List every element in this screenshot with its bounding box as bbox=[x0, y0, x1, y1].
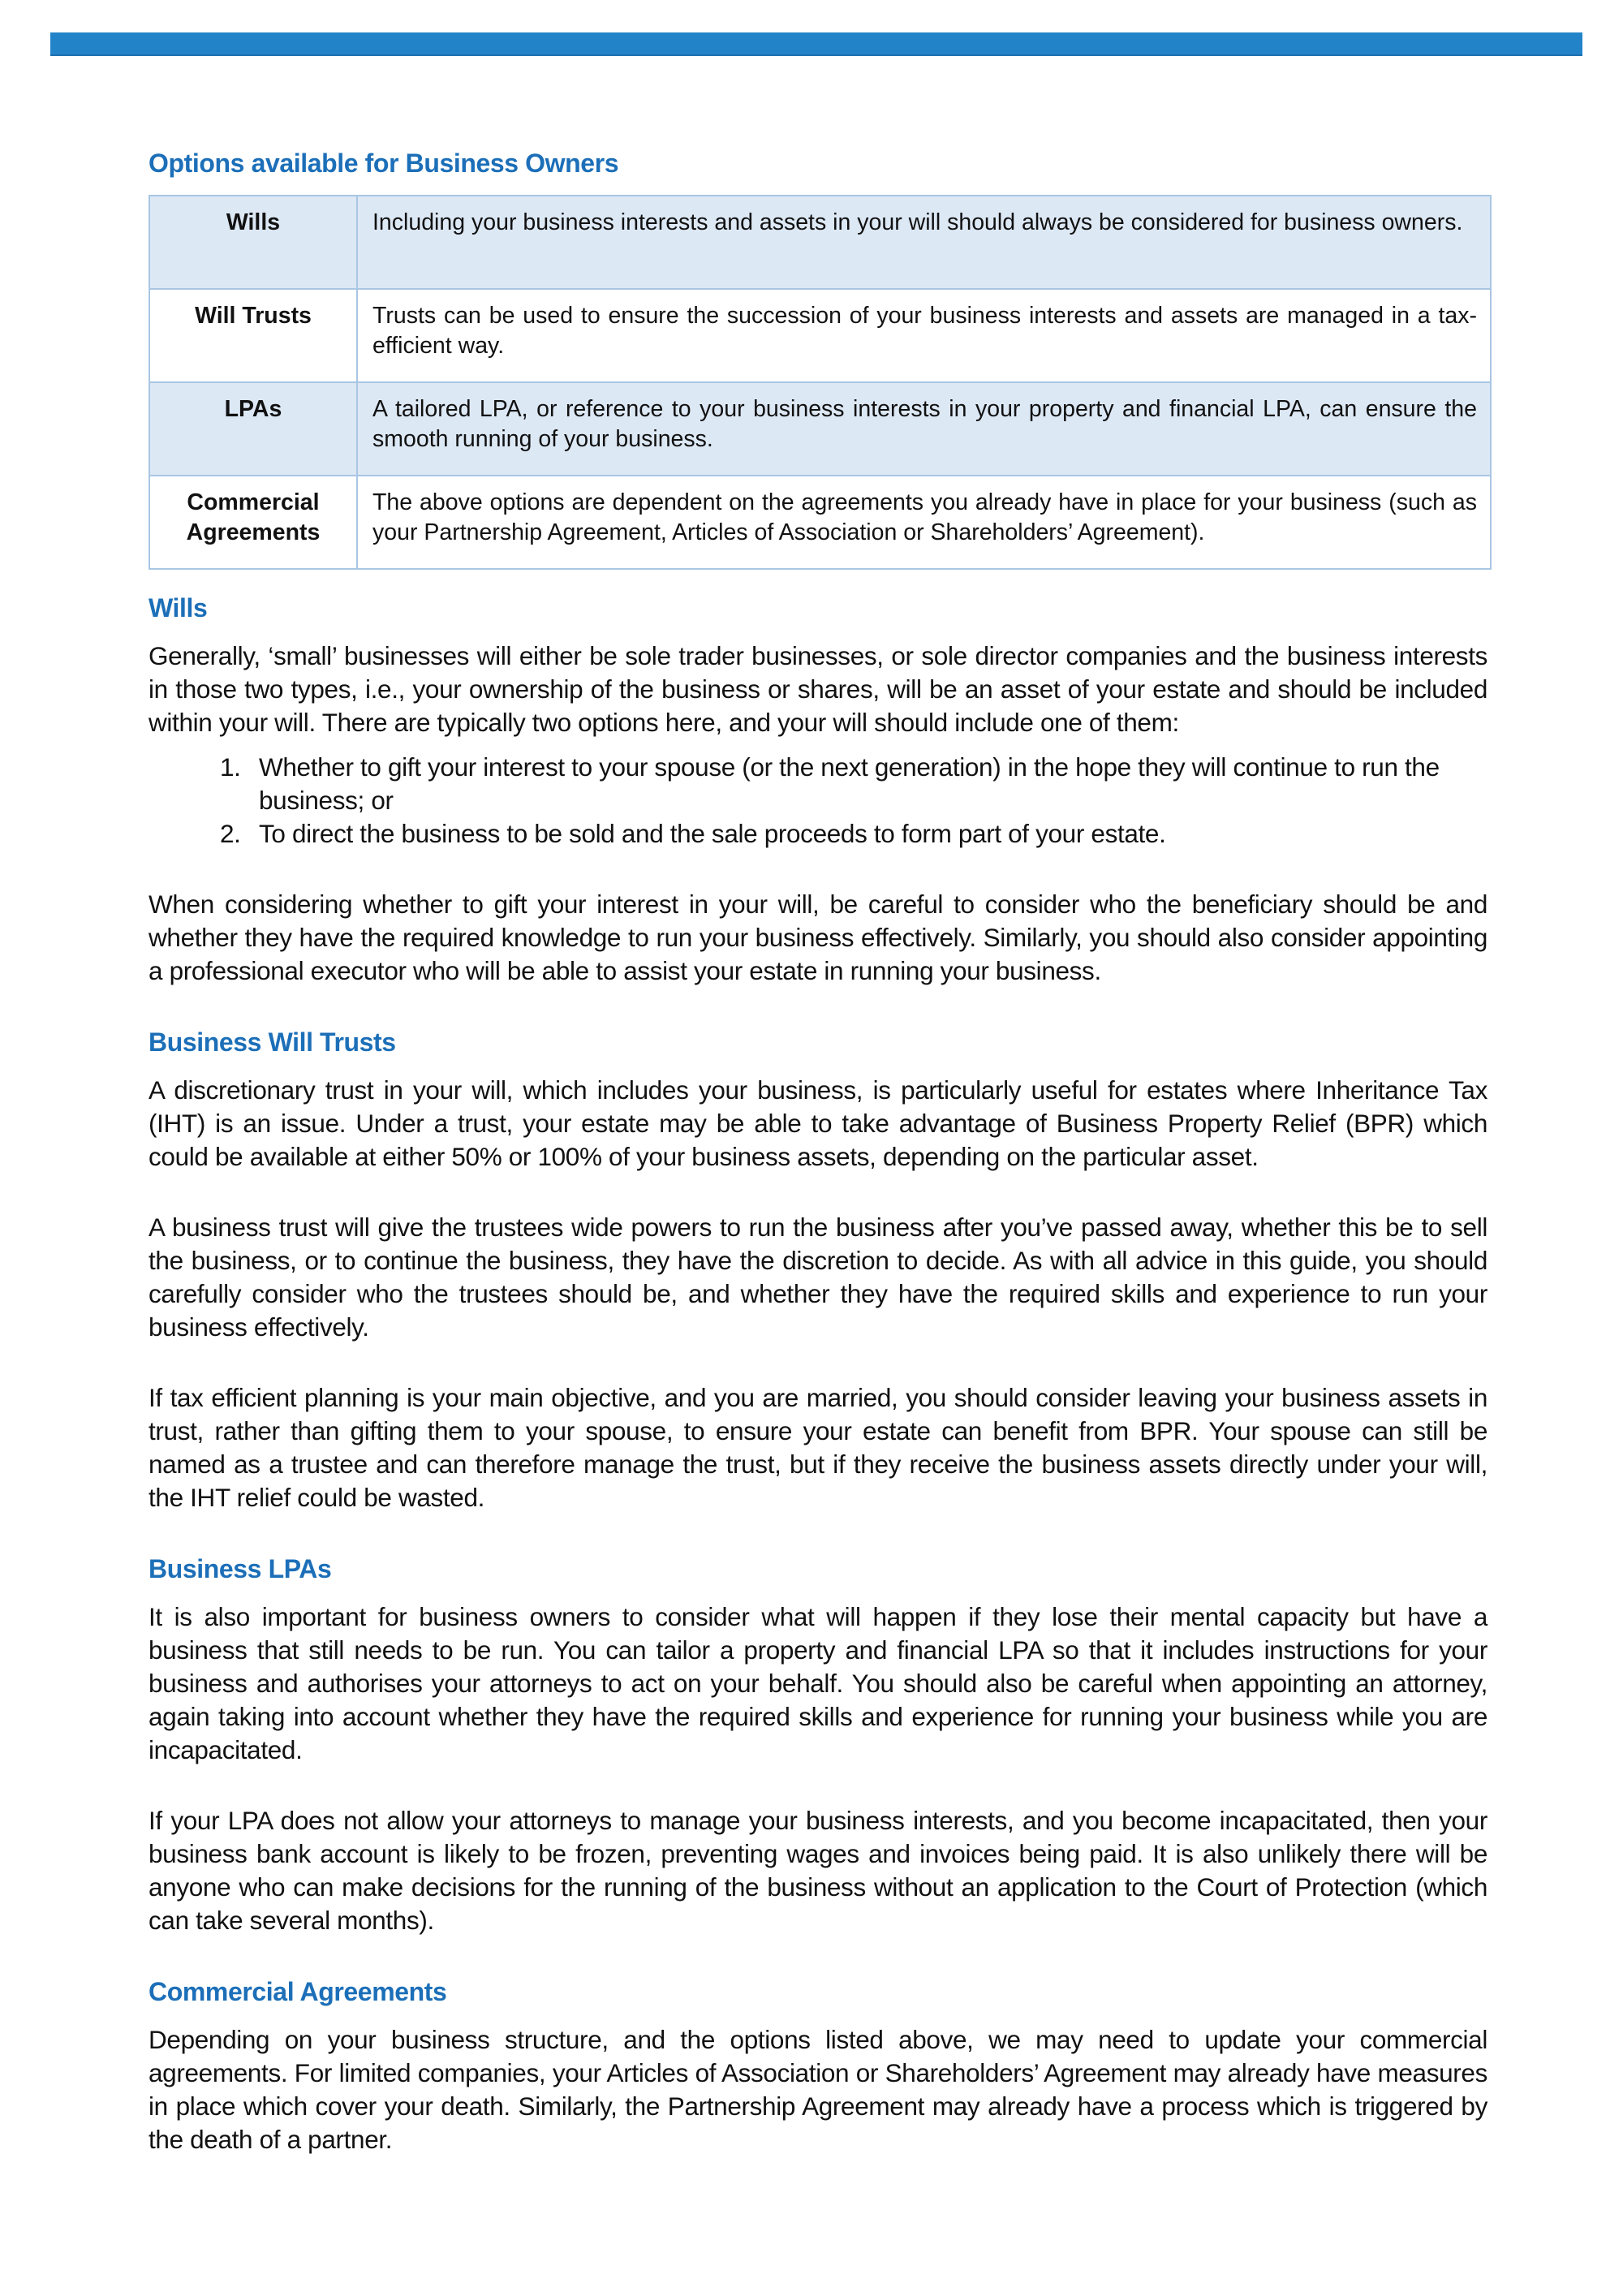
wills-options-list bbox=[149, 751, 1487, 851]
options-section-title: Options available for Business Owners bbox=[149, 149, 619, 178]
list-item: 1. Whether to gift your interest to your spouse (or the next generation) in the hope they will continue to run the business; or bbox=[248, 751, 1487, 817]
option-label: Commercial Agreements bbox=[149, 476, 357, 569]
will-trusts-paragraph: A business trust will give the trustees wide powers to run the business after you’ve passed away, whether this be to sell the business, or to continue the business, they have the discretion to decide. As with all advice in this guide, you should carefully consider who the trustees should be, and whether they have the required skills and experience to run your business effectively. bbox=[149, 1213, 1487, 1342]
option-description: The above options are dependent on the agreements you already have in place for your business (such as your Partnership Agreement, Articles of Association or Shareholders’ Agreement). bbox=[357, 476, 1491, 569]
list-item: 2. To direct the business to be sold and the sale proceeds to form part of your estate. bbox=[248, 817, 1487, 851]
commercial-section bbox=[149, 1975, 1487, 2156]
option-description: Including your business interests and assets in your will should always be considered for business owners. bbox=[357, 196, 1491, 289]
option-label: LPAs bbox=[149, 382, 357, 476]
option-label: Will Trusts bbox=[149, 289, 357, 382]
option-description: A tailored LPA, or reference to your business interests in your property and financial LPA, can ensure the smooth running of your business. bbox=[357, 382, 1491, 476]
options-table-row bbox=[149, 196, 1491, 289]
document-body bbox=[149, 146, 1487, 2194]
lpas-section bbox=[149, 1552, 1487, 1937]
lpas-section-title: Business LPAs bbox=[149, 1554, 332, 1583]
will-trusts-paragraph: If tax efficient planning is your main objective, and you are married, you should consider leaving your business assets in trust, rather than gifting them to your spouse, to ensure your estate can benefit from BPR. Your spouse can still be named as a trustee and can therefore manage the trust, but if they receive the business assets directly under your will, the IHT relief could be wasted. bbox=[149, 1383, 1487, 1512]
lpas-paragraph: If your LPA does not allow your attorneys to manage your business interests, and you become incapacitated, then your business bank account is likely to be frozen, preventing wages and invoices being paid. It is also unlikely there will be anyone who can make decisions for the running of the business without an application to the Court of Protection (which can take several months). bbox=[149, 1806, 1487, 1935]
wills-intro-paragraph: Generally, ‘small’ businesses will either be sole trader businesses, or sole director companies and the business interests in those two types, i.e., your ownership of the business or shares, will be an asset of your estate and should be included within your will. There are typically two options here, and your will should include one of them: bbox=[149, 641, 1487, 737]
options-table-row bbox=[149, 382, 1491, 476]
options-table-row bbox=[149, 289, 1491, 382]
will-trusts-section-title: Business Will Trusts bbox=[149, 1027, 396, 1057]
wills-section bbox=[149, 591, 1487, 988]
option-label: Wills bbox=[149, 196, 357, 289]
will-trusts-section bbox=[149, 1025, 1487, 1514]
will-trusts-paragraph: A discretionary trust in your will, which includes your business, is particularly useful for estates where Inheritance Tax (IHT) is an issue. Under a trust, your estate may be able to take advantage of Business Property Relief (BPR) which could be available at either 50% or 100% of your business assets, depending on the particular asset. bbox=[149, 1075, 1487, 1171]
options-section bbox=[149, 146, 1487, 570]
commercial-paragraph: Depending on your business structure, and the options listed above, we may need to update your commercial agreements. For limited companies, your Articles of Association or Shareholders’ Agreement may already have measures in place which cover your death. Similarly, the Partnership Agreement may already have a process which is triggered by the death of a partner. bbox=[149, 2025, 1487, 2154]
lpas-paragraph: It is also important for business owners to consider what will happen if they lose their mental capacity but have a business that still needs to be run. You can tailor a property and financial LPA so that it includes instructions for your business and authorises your attorneys to act on your behalf. You should also be careful when appointing an attorney, again taking into account whether they have the required skills and experience for running your business while you are incapacitated. bbox=[149, 1602, 1487, 1764]
wills-paragraph: When considering whether to gift your interest in your will, be careful to consider who the beneficiary should be and whether they have the required knowledge to run your business effectively. Similarly, you should also consider appointing a professional executor who will be able to assist your estate in running your business. bbox=[149, 890, 1487, 985]
wills-section-title: Wills bbox=[149, 593, 208, 622]
option-description: Trusts can be used to ensure the succession of your business interests and assets are managed in a tax-efficient way. bbox=[357, 289, 1491, 382]
options-table-row bbox=[149, 476, 1491, 569]
header-accent-bar bbox=[50, 32, 1582, 56]
options-table bbox=[149, 195, 1492, 570]
commercial-section-title: Commercial Agreements bbox=[149, 1977, 447, 2006]
